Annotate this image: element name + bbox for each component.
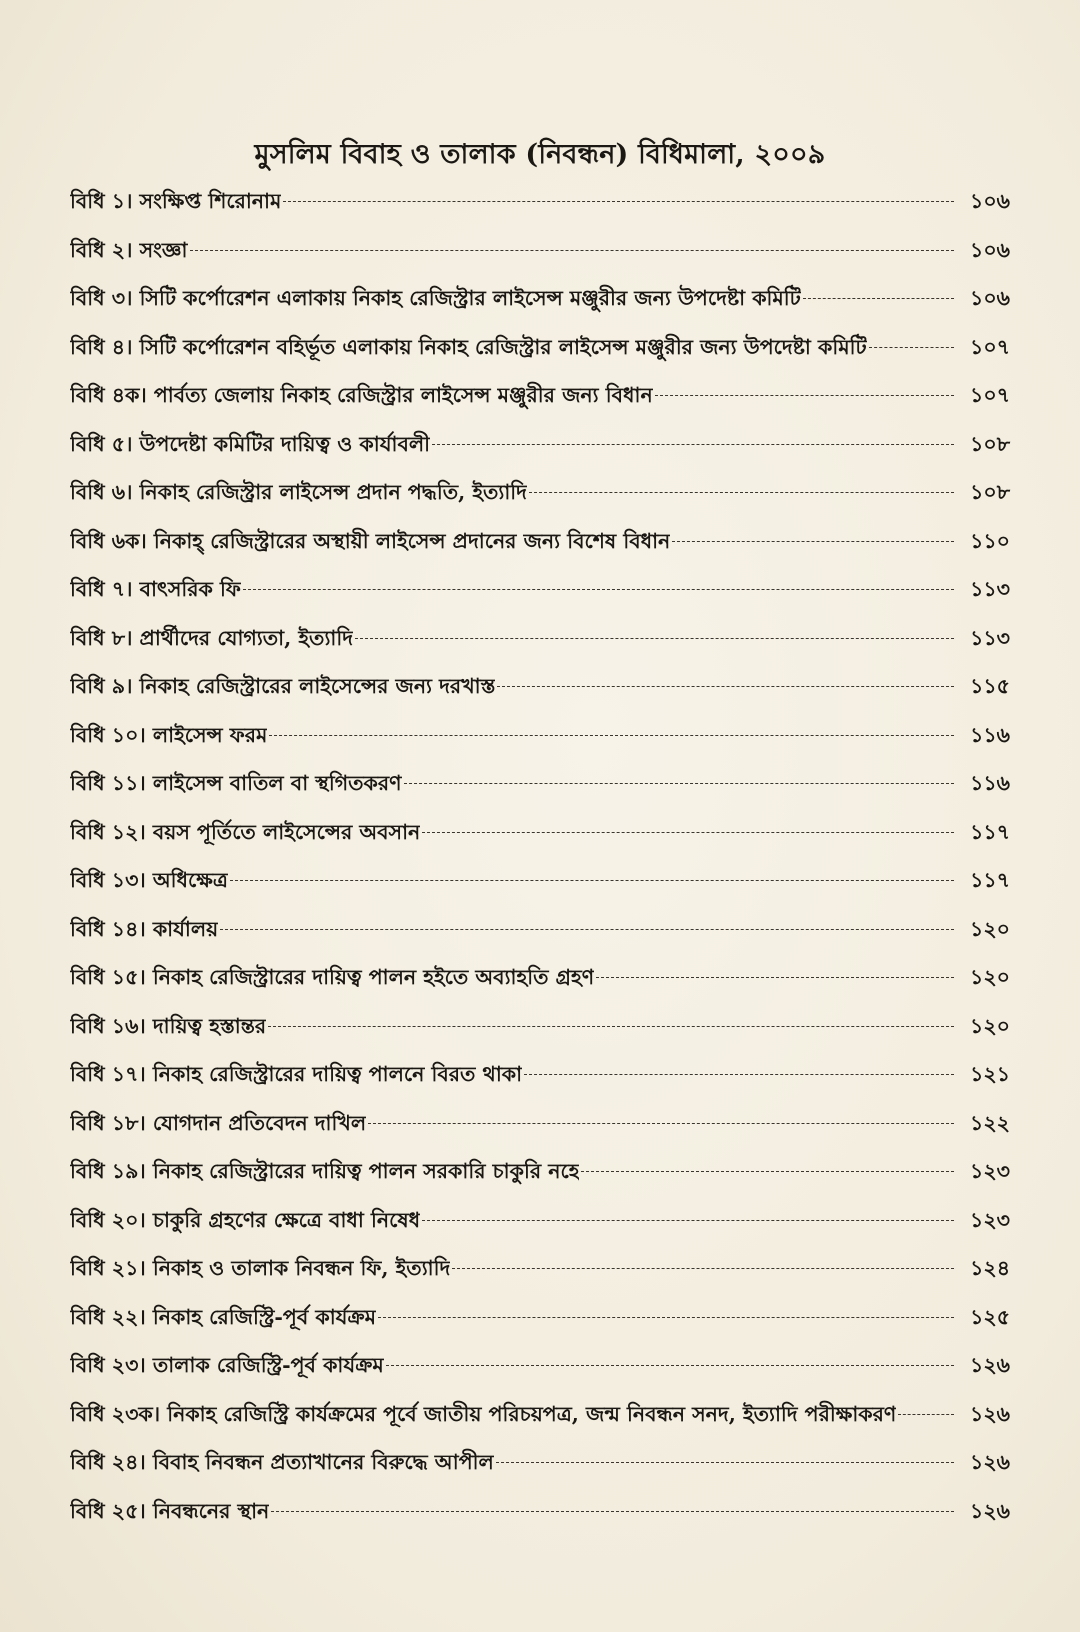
dotted-leader [268,1025,954,1027]
toc-entry [70,865,1010,914]
dotted-leader [230,879,954,881]
toc-page-number: ১২০ [970,1013,1010,1038]
toc-entry [70,1399,1010,1448]
toc-page-number: ১২৬ [970,1498,1010,1523]
dotted-leader [404,782,954,784]
toc-entry [70,186,1010,235]
toc-page-number: ১১৬ [970,771,1010,795]
toc-entry-title: বিধি ১৩। অধিক্ষেত্র [70,868,228,892]
toc-entry-title: বিধি ৩। সিটি কর্পোরেশন এলাকায় নিকাহ রেজিস্ট্রার লাইসেন্স মঞ্জুরীর জন্য উপদেষ্টা কমিটি [70,286,801,310]
toc-entry [70,768,1010,817]
toc-entry [70,1108,1010,1157]
dotted-leader [220,928,954,930]
dotted-leader [283,200,954,202]
toc-page-number: ১০৮ [970,480,1010,504]
toc-page-number: ১২৪ [970,1256,1010,1280]
toc-entry [70,1205,1010,1254]
dotted-leader [355,637,954,639]
toc-entry [70,477,1010,526]
toc-entry-title: বিধি ২। সংজ্ঞা [70,237,188,262]
toc-page-number: ১১৫ [970,674,1010,698]
toc-entry-title: বিধি ১। সংক্ষিপ্ত শিরোনাম [70,189,282,213]
toc-page-number: ১১৭ [970,819,1010,844]
toc-entry [70,671,1010,720]
toc-entry-title: বিধি ৪। সিটি কর্পোরেশন বহির্ভূত এলাকায় নিকাহ রেজিস্ট্রার লাইসেন্স মঞ্জুরীর জন্য উপদেষ্টা কমিটি [70,334,867,359]
dotted-leader [596,976,954,978]
dotted-leader [422,1219,954,1221]
dotted-leader [243,588,954,590]
toc-entry [70,332,1010,381]
toc-entry-title: বিধি ২৩। তালাক রেজিস্ট্রি-পূর্ব কার্যক্রম [70,1353,384,1377]
toc-page-number: ১০৬ [970,237,1010,262]
toc-entry [70,1496,1010,1545]
dotted-leader [529,491,954,493]
toc-entry [70,283,1010,332]
toc-entry [70,1302,1010,1351]
dotted-leader [655,394,954,396]
toc-entry-title: বিধি ২১। নিকাহ ও তালাক নিবন্ধন ফি, ইত্যাদি [70,1256,451,1280]
dotted-leader [497,685,954,687]
toc-entry-title: বিধি ২৩ক। নিকাহ রেজিস্ট্রি কার্যক্রমের পূর্বে জাতীয় পরিচয়পত্র, জন্ম নিবন্ধন সনদ, ইত্যাদি পরীক্ষাকরণ [70,1401,897,1426]
dotted-leader [386,1364,954,1366]
toc-entry-title: বিধি ২৪। বিবাহ নিবন্ধন প্রত্যাখানের বিরুদ্ধে আপীল [70,1450,494,1474]
table-of-contents [70,186,1010,1544]
toc-page-number: ১১৩ [970,625,1010,650]
toc-entry-title: বিধি ১০। লাইসেন্স ফরম [70,722,268,747]
toc-page-number: ১২৫ [970,1304,1010,1329]
toc-page-number: ১২০ [970,916,1010,941]
toc-page-number: ১২৩ [970,1207,1010,1232]
toc-entry-title: বিধি ১৬। দায়িত্ব হস্তান্তর [70,1013,267,1038]
dotted-leader [496,1461,954,1463]
toc-page-number: ১২৬ [970,1353,1010,1377]
toc-entry [70,817,1010,866]
toc-entry-title: বিধি ১২। বয়স পূর্তিতে লাইসেন্সের অবসান [70,819,421,844]
toc-entry [70,1253,1010,1302]
dotted-leader [190,249,955,251]
toc-entry [70,623,1010,672]
toc-entry-title: বিধি ৪ক। পার্বত্য জেলায় নিকাহ রেজিস্ট্রার লাইসেন্স মঞ্জুরীর জন্য বিধান [70,383,653,407]
toc-entry-title: বিধি ১৪। কার্যালয় [70,916,219,941]
toc-entry-title: বিধি ১৫। নিকাহ রেজিস্ট্রারের দায়িত্ব পালন হইতে অব্যাহতি গ্রহণ [70,965,595,989]
toc-entry [70,1059,1010,1108]
toc-entry-title: বিধি ১৮। যোগদান প্রতিবেদন দাখিল [70,1110,367,1135]
dotted-leader [898,1413,954,1415]
toc-entry-title: বিধি ৭। বাৎসরিক ফি [70,577,241,601]
toc-page-number: ১২২ [970,1110,1010,1135]
dotted-leader [271,1510,954,1512]
toc-page-number: ১০৮ [970,431,1010,456]
toc-entry [70,526,1010,575]
dotted-leader [581,1170,954,1172]
toc-entry-title: বিধি ৯। নিকাহ রেজিস্ট্রারের লাইসেন্সের জন্য দরখাস্ত [70,674,496,698]
toc-entry-title: বিধি ১৯। নিকাহ রেজিস্ট্রারের দায়িত্ব পালন সরকারি চাকুরি নহে [70,1159,580,1183]
toc-page-number: ১১৭ [970,868,1010,892]
toc-entry [70,380,1010,429]
toc-page-number: ১১০ [970,528,1010,553]
toc-entry-title: বিধি ২২। নিকাহ রেজিস্ট্রি-পূর্ব কার্যক্রম [70,1304,376,1329]
toc-entry-title: বিধি ৫। উপদেষ্টা কমিটির দায়িত্ব ও কার্যাবলী [70,431,431,456]
toc-entry [70,1350,1010,1399]
toc-entry [70,235,1010,284]
toc-entry [70,914,1010,963]
dotted-leader [378,1316,954,1318]
dotted-leader [422,831,954,833]
toc-page-number: ১০৬ [970,189,1010,213]
toc-entry [70,720,1010,769]
toc-entry [70,574,1010,623]
toc-entry [70,1156,1010,1205]
dotted-leader [803,297,954,299]
toc-entry [70,962,1010,1011]
toc-page-number: ১২০ [970,965,1010,989]
toc-entry-title: বিধি ৬ক। নিকাহ্ রেজিস্ট্রারের অস্থায়ী লাইসেন্স প্রদানের জন্য বিশেষ বিধান [70,528,671,553]
toc-entry [70,1447,1010,1496]
toc-page-number: ১২১ [970,1062,1010,1086]
toc-entry-title: বিধি ২০। চাকুরি গ্রহণের ক্ষেত্রে বাধা নিষেধ [70,1207,421,1232]
dotted-leader [368,1122,954,1124]
toc-entry [70,429,1010,478]
toc-page-number: ১০৭ [970,334,1010,359]
toc-entry-title: বিধি ২৫। নিবন্ধনের স্থান [70,1498,270,1523]
page-title: মুসলিম বিবাহ ও তালাক (নিবন্ধন) বিধিমালা, ২০০৯ [254,139,826,170]
toc-page-number: ১২৬ [970,1401,1010,1426]
dotted-leader [672,540,954,542]
toc-page-number: ১২৬ [970,1450,1010,1474]
toc-entry-title: বিধি ৮। প্রার্থীদের যোগ্যতা, ইত্যাদি [70,625,353,650]
dotted-leader [269,734,954,736]
dotted-leader [452,1267,954,1269]
toc-page-number: ১১৩ [970,577,1010,601]
toc-entry [70,1011,1010,1060]
dotted-leader [869,346,954,348]
toc-entry-title: বিধি ৬। নিকাহ রেজিস্ট্রার লাইসেন্স প্রদান পদ্ধতি, ইত্যাদি [70,480,527,504]
toc-entry-title: বিধি ১৭। নিকাহ রেজিস্ট্রারের দায়িত্ব পালনে বিরত থাকা [70,1062,523,1086]
toc-page-number: ১০৬ [970,286,1010,310]
dotted-leader [524,1073,954,1075]
toc-entry-title: বিধি ১১। লাইসেন্স বাতিল বা স্থগিতকরণ [70,771,402,795]
dotted-leader [432,443,954,445]
toc-page-number: ১২৩ [970,1159,1010,1183]
toc-page-number: ১১৬ [970,722,1010,747]
toc-page-number: ১০৭ [970,383,1010,407]
